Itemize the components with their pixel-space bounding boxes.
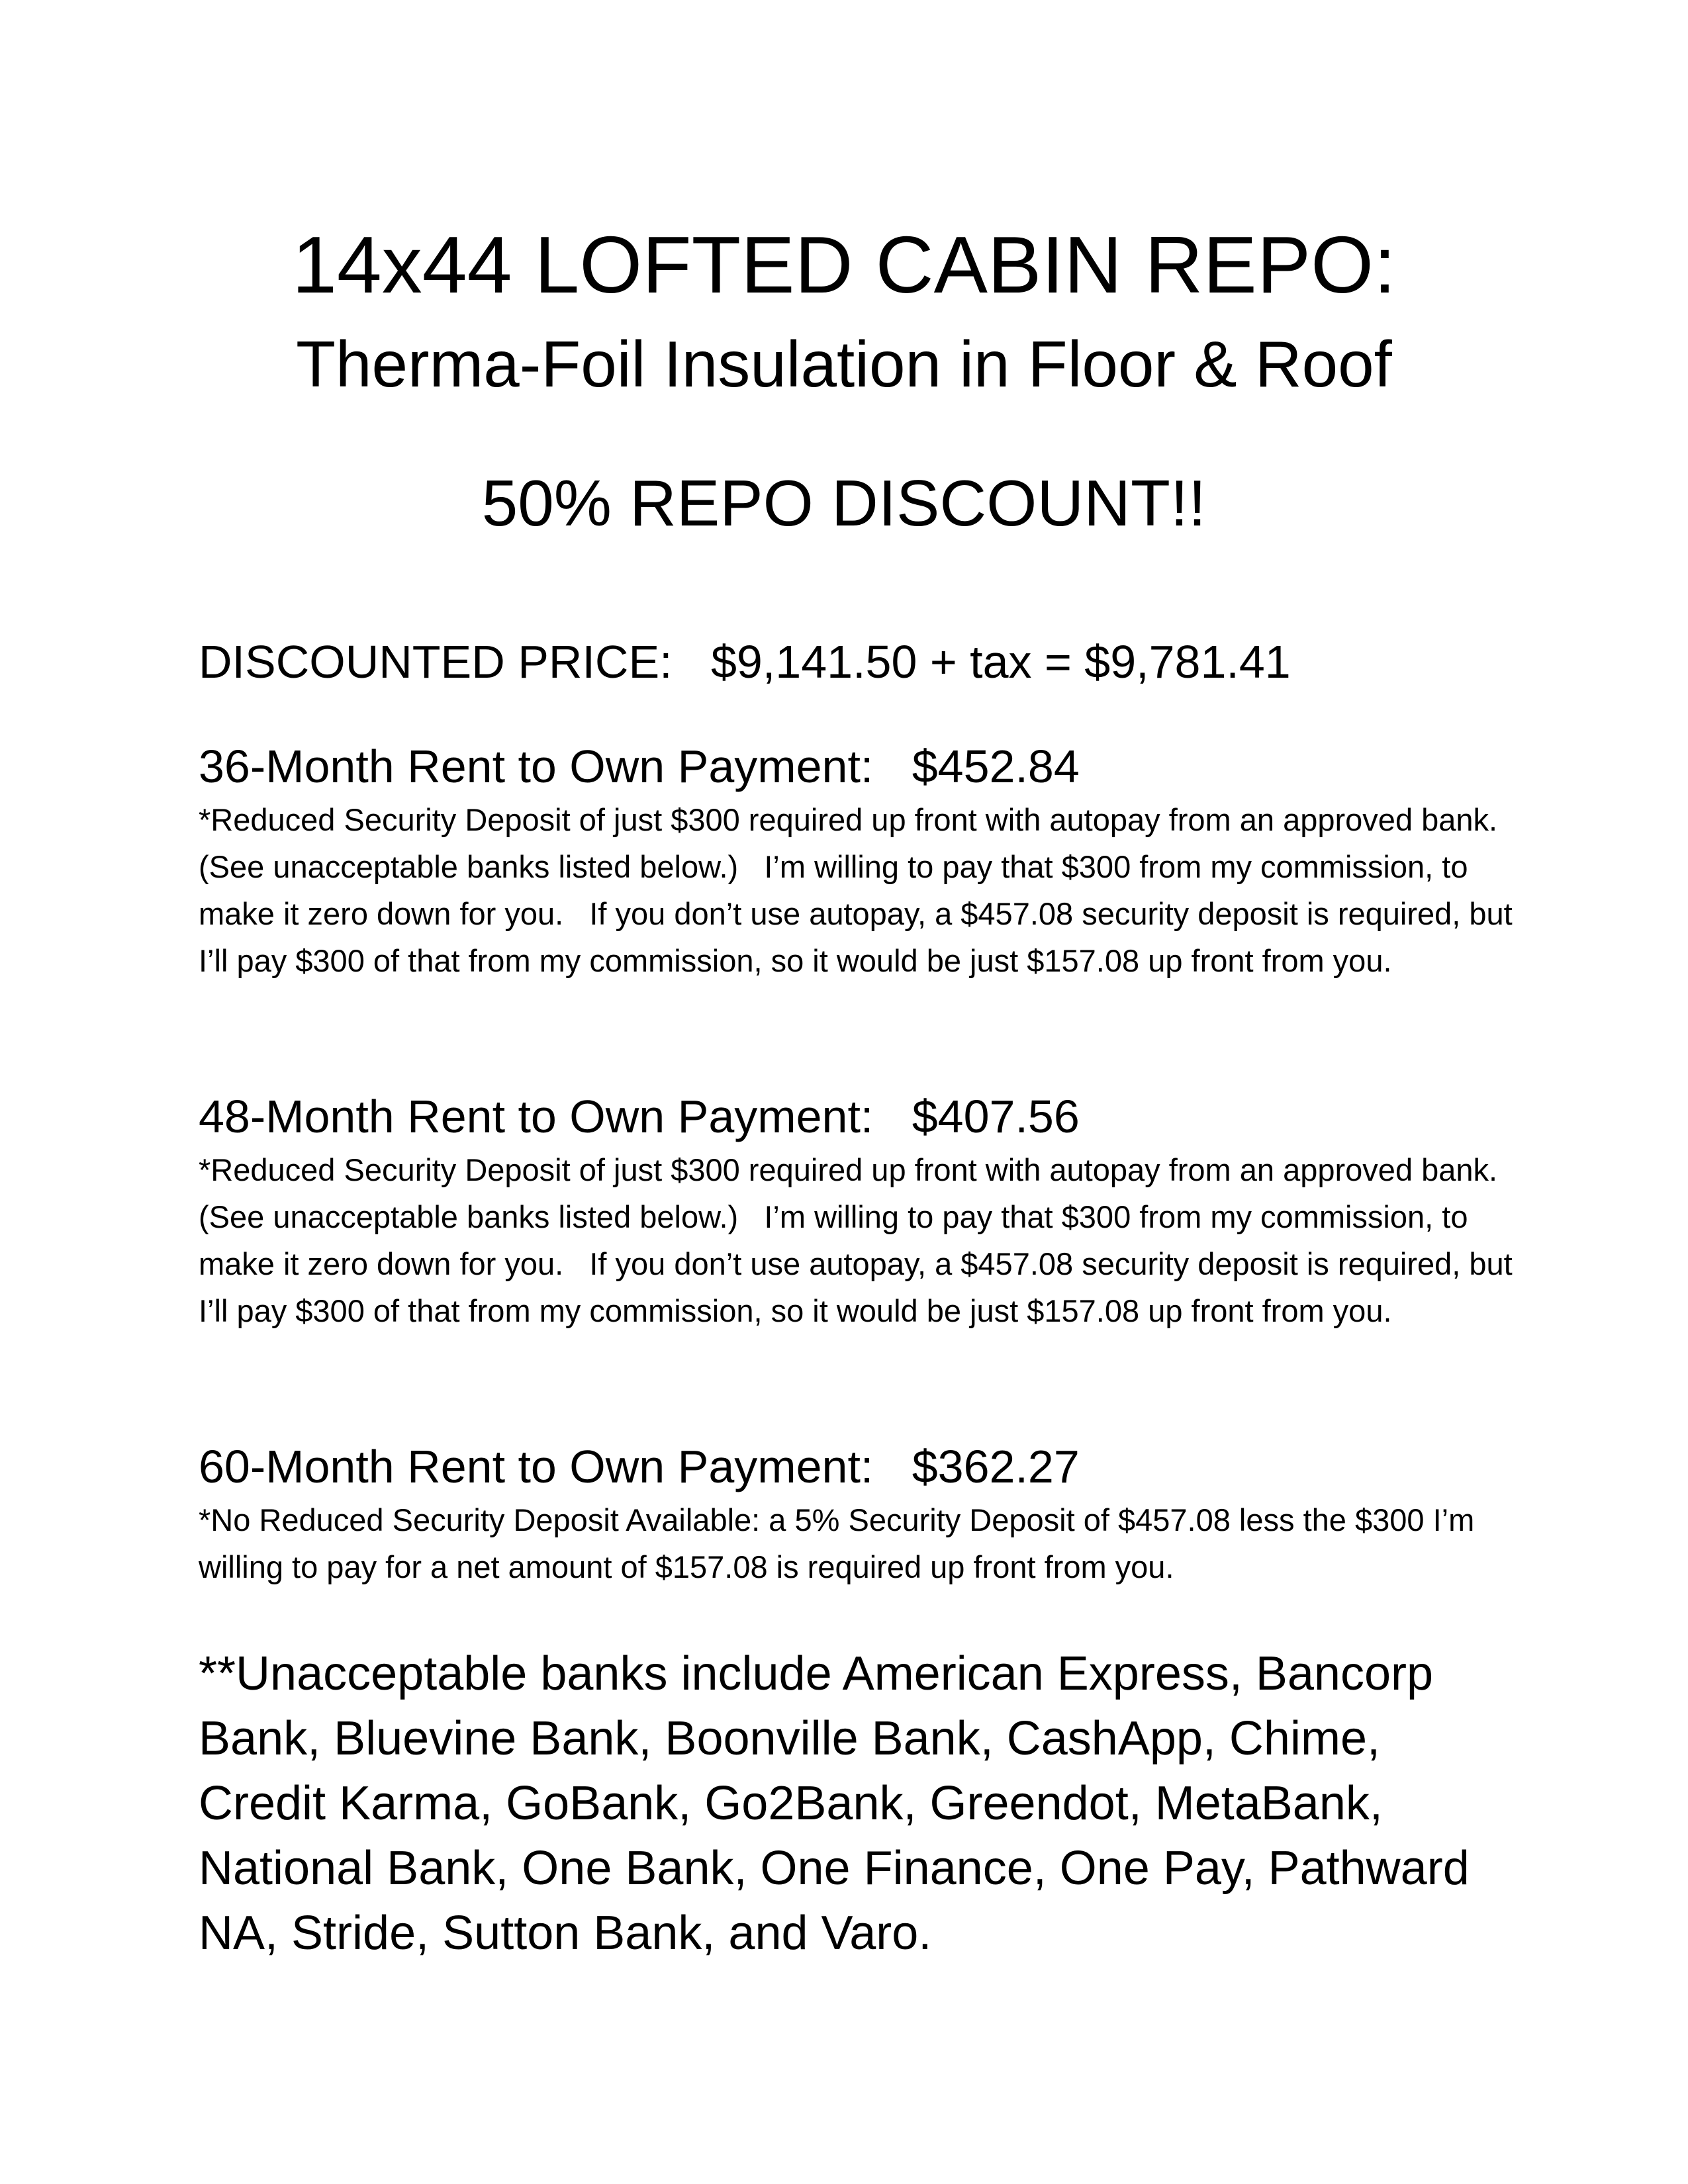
- plan-heading: 48-Month Rent to Own Payment: $407.56: [199, 1091, 1080, 1142]
- unacceptable-banks-list: **Unacceptable banks include American Express, Bancorp Bank, Bluevine Bank, Boonville Bank, CashApp, Chime, Credit Karma, GoBank, Go2Bank, Greendot, MetaBank, National Bank, One Bank, One Finance, One Pay, Pathward NA, Stride, Sutton Bank, and Varo.: [199, 1647, 1470, 1960]
- plan-heading: 60-Month Rent to Own Payment: $362.27: [199, 1441, 1080, 1492]
- plan-36-month: [199, 737, 1523, 984]
- plan-note: *Reduced Security Deposit of just $300 required up front with autopay from an approved bank. (See unacceptable banks listed below.) I’m willing to pay that $300 from my commission, to make it zero down for you. If you don’t use autopay, a $457.08 security deposit is required, but I’ll pay $300 of that from my commission, so it would be just $157.08 up front from you.: [199, 1152, 1524, 1328]
- discount-headline: 50% REPO DISCOUNT!!: [481, 467, 1207, 539]
- plan-heading: 36-Month Rent to Own Payment: $452.84: [199, 741, 1080, 792]
- discounted-price-line: DISCOUNTED PRICE: $9,141.50 + tax = $9,781.41: [199, 636, 1291, 688]
- plan-48-month: [199, 1087, 1523, 1334]
- page-subtitle: Therma-Foil Insulation in Floor & Roof: [296, 328, 1392, 400]
- plan-60-month: [199, 1437, 1523, 1590]
- plan-note: *Reduced Security Deposit of just $300 required up front with autopay from an approved bank. (See unacceptable banks listed below.) I’m willing to pay that $300 from my commission, to make it zero down for you. If you don’t use autopay, a $457.08 security deposit is required, but I’ll pay $300 of that from my commission, so it would be just $157.08 up front from you.: [199, 802, 1524, 978]
- page-title: 14x44 LOFTED CABIN REPO:: [292, 220, 1396, 310]
- plan-note: *No Reduced Security Deposit Available: a 5% Security Deposit of $457.08 less the $300 I’m willing to pay for a net amount of $157.08 is required up front from you.: [199, 1502, 1483, 1584]
